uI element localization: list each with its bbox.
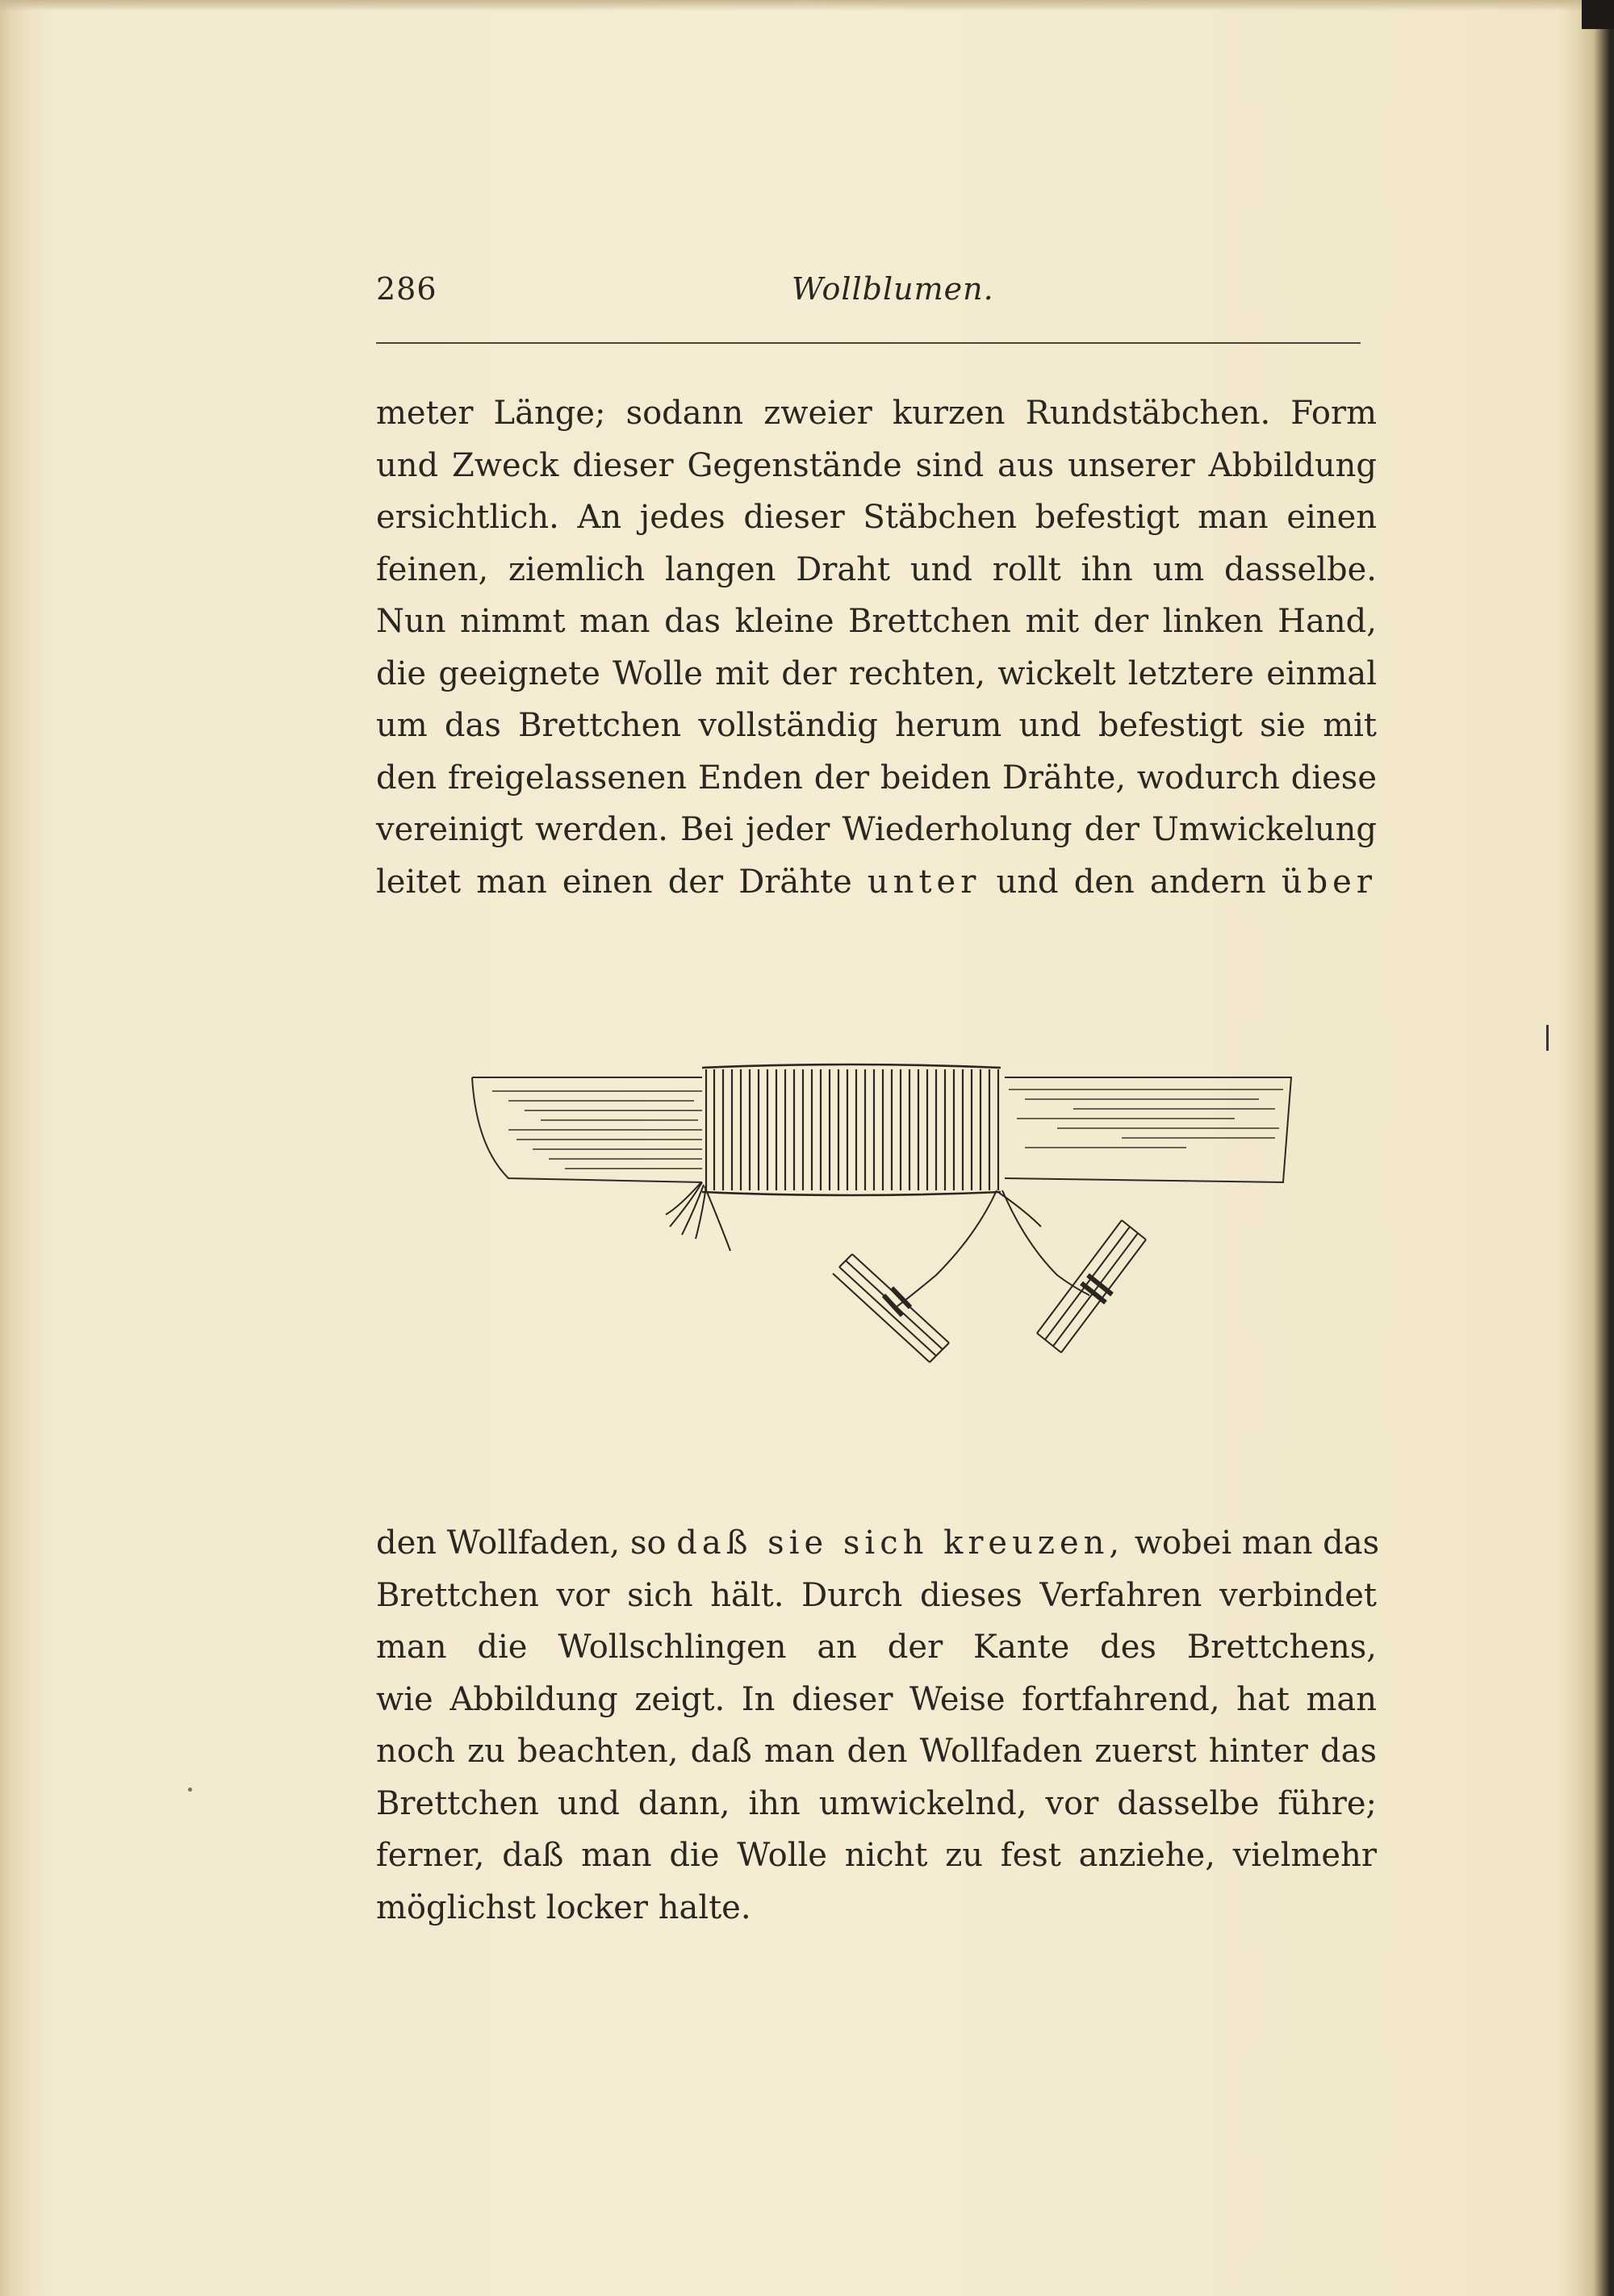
text-line: noch zu beachten, daß man den Wollfaden zuerst hinter das [376,1733,1377,1770]
round-stick-left [833,1254,949,1362]
text-line: wie Abbildung zeigt. In dieser Weise fortfahrend, hat man [376,1680,1377,1718]
spaced-phrase: daß sie sich kreuzen, [676,1524,1125,1562]
board-hatching-left [492,1091,702,1169]
wool-windings [702,1064,1001,1195]
text-line: um das Brettchen vollständig herum und befestigt sie mit [376,707,1377,744]
text-line-emphasis [376,856,1377,909]
text-segment: wobei man das [1134,1524,1380,1562]
page-number: 286 [376,271,437,307]
text-line: vereinigt werden. Bei jeder Wiederholung der Umwickelung [376,811,1377,848]
text-segment: und den andern [996,863,1266,901]
text-line-last: möglichst locker halte. [376,1888,751,1926]
page-header [376,271,1361,320]
book-corner-shadow [1582,0,1614,29]
page-top-shadow [0,0,1614,11]
wires [896,1190,1089,1307]
spaced-word: über [1281,863,1377,901]
text-line: Brettchen vor sich hält. Durch dieses Verfahren verbindet [376,1576,1377,1614]
page-left-edge [0,0,27,2296]
text-line: man die Wollschlingen an der Kante des Brettchens, [376,1629,1377,1666]
text-line: meter Länge; sodann zweier kurzen Rundstäbchen. Form [376,395,1377,432]
text-line: Nun nimmt man das kleine Brettchen mit der linken Hand, [376,603,1377,640]
header-rule [376,342,1361,344]
spaced-word: unter [867,863,981,901]
wool-winding-board-illustration [460,1041,1299,1404]
margin-mark [1546,1025,1549,1051]
text-line-emphasis [376,1517,1380,1570]
text-segment: den Wollfaden, so [376,1524,667,1562]
text-line: ersichtlich. An jedes dieser Stäbchen befestigt man einen [376,499,1377,536]
text-line: den freigelassenen Enden der beiden Drähte, wodurch diese [376,759,1377,797]
paper-speck [188,1788,192,1792]
running-title: Wollblumen. [792,271,994,307]
text-line: und Zweck dieser Gegenstände sind aus unserer Abbildung [376,446,1377,484]
text-line: die geeignete Wolle mit der rechten, wickelt letztere einmal [376,655,1377,692]
text-line: Brettchen und dann, ihn umwickelnd, vor dasselbe führe; [376,1784,1377,1822]
text-line: feinen, ziemlich langen Draht und rollt ihn um dasselbe. [376,550,1377,588]
body-text-top [376,387,1377,908]
board-hatching-right [1009,1089,1283,1148]
body-text-bottom [376,1517,1380,1934]
text-segment: leitet man einen der Drähte [376,863,852,901]
text-line: ferner, daß man die Wolle nicht zu fest anziehe, vielmehr [376,1837,1377,1874]
round-stick-right [1037,1220,1146,1353]
